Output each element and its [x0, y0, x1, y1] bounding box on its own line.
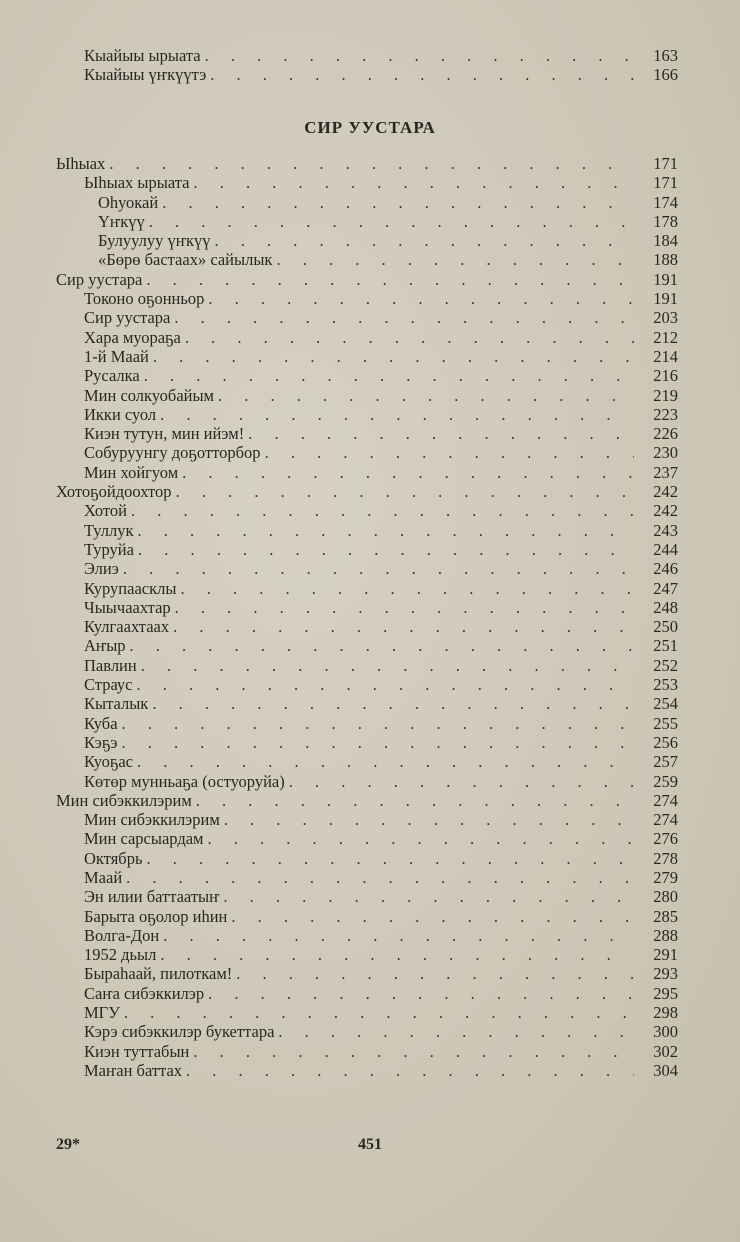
- dot-leader: [174, 308, 634, 327]
- dot-leader: [176, 482, 634, 501]
- toc-entry-page: 259: [653, 771, 678, 791]
- toc-entry: [0, 424, 740, 443]
- dot-leader: [173, 617, 634, 636]
- toc-entry-title: Октябрь: [84, 848, 143, 868]
- toc-entry-page: 212: [653, 327, 678, 347]
- toc-entry-page: 250: [653, 617, 678, 637]
- toc-entry-title: Мин хойгуом: [84, 462, 179, 482]
- dot-leader: [138, 521, 634, 540]
- toc-entry: [0, 250, 740, 269]
- toc-entry-title: Чыычаахтар: [84, 597, 171, 617]
- toc-entry: [0, 521, 740, 540]
- toc-entry-page: 257: [653, 752, 678, 772]
- toc-entry: [0, 636, 740, 655]
- dot-leader: [163, 926, 634, 945]
- toc-entry: [0, 405, 740, 424]
- toc-entry: [0, 791, 740, 810]
- toc-entry-title: Мин сибэккилэрим: [84, 810, 220, 830]
- toc-entry-page: 178: [653, 211, 678, 231]
- toc-entry-title: Кулгаахтаах: [84, 617, 170, 637]
- toc-entry-title: Ыһыах: [56, 154, 106, 173]
- toc-entry: [0, 443, 740, 462]
- toc-entry-title: Сир уустара: [56, 269, 143, 289]
- toc-entry-page: 171: [653, 154, 678, 173]
- toc-entry-title: 1-й Маай: [84, 346, 149, 366]
- dot-leader: [289, 772, 634, 791]
- dot-leader: [210, 65, 634, 84]
- dot-leader: [141, 656, 634, 675]
- dot-leader: [123, 559, 634, 578]
- toc-entry: [0, 270, 740, 289]
- toc-entry-title: Кэрэ сибэккилэр букеттара: [84, 1022, 275, 1042]
- toc-entry-title: Туруйа: [84, 539, 134, 559]
- toc-entry-page: 276: [653, 829, 678, 849]
- dot-leader: [138, 540, 634, 559]
- toc-entry-title: Страус: [84, 675, 133, 695]
- toc-entry: [0, 386, 740, 405]
- section-title: СИР УУСТАРА: [304, 118, 436, 137]
- toc-entry: [0, 752, 740, 771]
- toc-entry: [0, 173, 740, 192]
- dot-leader: [131, 501, 634, 520]
- printer-signature-mark: 29*: [56, 1136, 80, 1153]
- dot-leader: [205, 46, 634, 65]
- toc-entry: [0, 308, 740, 327]
- dot-leader: [122, 714, 634, 733]
- toc-entry-page: 253: [653, 675, 678, 695]
- toc-entry-page: 251: [653, 636, 678, 656]
- toc-entry-page: 191: [653, 289, 678, 309]
- dot-leader: [121, 733, 634, 752]
- toc-entry-page: 300: [653, 1022, 678, 1042]
- toc-entry-page: 191: [653, 269, 678, 289]
- toc-entry: [0, 772, 740, 791]
- toc-entry: [0, 849, 740, 868]
- toc-entry-title: Куоҕас: [84, 752, 134, 772]
- dot-leader: [186, 1061, 634, 1080]
- toc-entry: [0, 714, 740, 733]
- toc-entry-page: 293: [653, 964, 678, 984]
- toc-entry-page: 274: [653, 790, 678, 810]
- toc-entry-page: 254: [653, 694, 678, 714]
- toc-entry-page: 188: [653, 250, 678, 270]
- toc-entry-title: Туллук: [84, 520, 134, 540]
- toc-entry-title: Барыта оҕолор иһин: [84, 906, 228, 926]
- toc-entry-title: Русалка: [84, 366, 140, 386]
- toc-entry-title: Кыталык: [84, 694, 149, 714]
- toc-entry-page: 252: [653, 655, 678, 675]
- toc-entry-title: Сир уустара: [84, 308, 171, 328]
- dot-leader: [175, 598, 634, 617]
- dot-leader: [109, 154, 634, 173]
- toc-entry-page: 214: [653, 346, 678, 366]
- toc-entry-page: 237: [653, 462, 678, 482]
- toc-entry-page: 203: [653, 308, 678, 328]
- dot-leader: [236, 964, 634, 983]
- toc-entry-page: 291: [653, 945, 678, 965]
- toc-entry-title: Токоно оҕонньор: [84, 289, 205, 309]
- dot-leader: [215, 231, 634, 250]
- toc-entry-page: 285: [653, 906, 678, 926]
- toc-entry-page: 171: [653, 173, 678, 193]
- toc-entry-title: Киэн туттабын: [84, 1041, 190, 1061]
- toc-entry: [0, 559, 740, 578]
- toc-entry-title: «Бөрө бастаах» сайылык: [98, 250, 273, 270]
- toc-entry-page: 288: [653, 925, 678, 945]
- toc-entry: [0, 65, 740, 84]
- dot-leader: [223, 887, 634, 906]
- toc-entry-page: 280: [653, 887, 678, 907]
- toc-entry-title: Аҥыр: [84, 636, 126, 656]
- toc-continued-list: [0, 46, 740, 85]
- toc-entry-page: 274: [653, 810, 678, 830]
- toc-entry: [0, 347, 740, 366]
- toc-entry-page: 298: [653, 1003, 678, 1023]
- toc-entry: [0, 694, 740, 713]
- toc-entry-title: 1952 дьыл: [84, 945, 157, 965]
- toc-entry-title: Икки суол: [84, 404, 157, 424]
- toc-entry: [0, 46, 740, 65]
- dot-leader: [153, 347, 634, 366]
- dot-leader: [152, 694, 634, 713]
- toc-entry-title: Көтөр мунньаҕа (остуоруйа): [84, 771, 285, 791]
- toc-entry-title: Үҥкүү: [98, 211, 145, 231]
- toc-entry-title: Павлин: [84, 655, 137, 675]
- dot-leader: [180, 579, 634, 598]
- toc-entry-title: Мин солкуобайым: [84, 385, 214, 405]
- toc-entry: [0, 617, 740, 636]
- toc-entry: [0, 482, 740, 501]
- dot-leader: [149, 212, 634, 231]
- toc-entry-page: 243: [653, 520, 678, 540]
- toc-entry-page: 256: [653, 732, 678, 752]
- toc-entry-title: Саҥа сибэккилэр: [84, 983, 205, 1003]
- dot-leader: [218, 386, 634, 405]
- toc-entry: [0, 810, 740, 829]
- toc-entry-page: 248: [653, 597, 678, 617]
- dot-leader: [207, 829, 634, 848]
- toc-entry-page: 295: [653, 983, 678, 1003]
- dot-leader: [137, 675, 634, 694]
- dot-leader: [130, 636, 634, 655]
- toc-entry: [0, 926, 740, 945]
- toc-entry-page: 304: [653, 1060, 678, 1080]
- toc-entry-title: Ыһыах ырыата: [84, 173, 190, 193]
- toc-entry-title: Булуулуу үҥкүү: [98, 231, 211, 251]
- toc-entry-page: 223: [653, 404, 678, 424]
- dot-leader: [276, 250, 634, 269]
- toc-entry-page: 247: [653, 578, 678, 598]
- toc-entry: [0, 463, 740, 482]
- toc-entry: [0, 598, 740, 617]
- dot-leader: [224, 810, 634, 829]
- dot-leader: [146, 270, 634, 289]
- toc-entry-page: 278: [653, 848, 678, 868]
- dot-leader: [146, 849, 634, 868]
- toc-entry: [0, 675, 740, 694]
- toc-entry-title: Элиэ: [84, 559, 119, 579]
- toc-list: [0, 154, 740, 1080]
- toc-entry-title: Курупаасклы: [84, 578, 177, 598]
- dot-leader: [162, 193, 634, 212]
- toc-entry-title: Куба: [84, 713, 118, 733]
- dot-leader: [182, 463, 634, 482]
- toc-entry: [0, 733, 740, 752]
- dot-leader: [124, 1003, 634, 1022]
- toc-entry-title: Волга-Дон: [84, 925, 160, 945]
- toc-entry: [0, 887, 740, 906]
- toc-entry-page: 230: [653, 443, 678, 463]
- toc-entry-title: Мин сибэккилэрим: [56, 790, 192, 810]
- toc-entry: [0, 289, 740, 308]
- dot-leader: [278, 1022, 634, 1041]
- toc-entry-page: 244: [653, 539, 678, 559]
- toc-entry: [0, 1022, 740, 1041]
- toc-entry-title: МГУ: [84, 1003, 120, 1023]
- dot-leader: [193, 1042, 634, 1061]
- toc-entry-title: Хара муораҕа: [84, 327, 181, 347]
- toc-entry-page: 226: [653, 424, 678, 444]
- toc-entry-page: 184: [653, 231, 678, 251]
- dot-leader: [160, 945, 634, 964]
- toc-entry-title: Собуруунгу доҕотторбор: [84, 443, 261, 463]
- toc-entry-page: 279: [653, 867, 678, 887]
- dot-leader: [144, 366, 634, 385]
- toc-entry: [0, 829, 740, 848]
- toc-entry-title: Хотоҕойдоохтор: [56, 482, 172, 502]
- dot-leader: [185, 328, 634, 347]
- toc-entry-title: Быраһаай, пилоткам!: [84, 964, 233, 984]
- toc-entry-title: Кыайыы ырыата: [84, 46, 201, 65]
- toc-entry-page: 302: [653, 1041, 678, 1061]
- toc-entry-page: 163: [653, 46, 678, 65]
- toc-entry: [0, 212, 740, 231]
- toc-entry-page: 246: [653, 559, 678, 579]
- toc-entry-page: 219: [653, 385, 678, 405]
- toc-entry: [0, 540, 740, 559]
- page-number: 451: [358, 1136, 382, 1153]
- dot-leader: [137, 752, 634, 771]
- toc-entry: [0, 964, 740, 983]
- page-footer: [0, 1136, 740, 1160]
- toc-entry: [0, 193, 740, 212]
- toc-entry: [0, 328, 740, 347]
- toc-entry-page: 174: [653, 192, 678, 212]
- toc-entry-title: Оһуокай: [98, 192, 159, 212]
- dot-leader: [208, 289, 634, 308]
- toc-entry-title: Мин сарсыардам: [84, 829, 204, 849]
- toc-entry: [0, 1061, 740, 1080]
- toc-entry-title: Маҥан баттах: [84, 1060, 183, 1080]
- dot-leader: [208, 984, 634, 1003]
- dot-leader: [231, 907, 634, 926]
- toc-entry: [0, 868, 740, 887]
- toc-entry-page: 166: [653, 65, 678, 85]
- toc-entry: [0, 579, 740, 598]
- toc-entry-page: 216: [653, 366, 678, 386]
- toc-entry-title: Кыайыы үҥкүүтэ: [84, 65, 207, 85]
- toc-entry: [0, 231, 740, 250]
- toc-entry-title: Киэн тутун, мин ийэм!: [84, 424, 245, 444]
- toc-entry-title: Маай: [84, 867, 123, 887]
- toc-entry-page: 242: [653, 501, 678, 521]
- dot-leader: [265, 443, 634, 462]
- toc-entry: [0, 501, 740, 520]
- dot-leader: [126, 868, 634, 887]
- dot-leader: [193, 173, 634, 192]
- toc-entry: [0, 154, 740, 173]
- toc-entry-title: Эн илии баттаатыҥ: [84, 887, 220, 907]
- toc-entry: [0, 945, 740, 964]
- toc-entry-page: 242: [653, 482, 678, 502]
- toc-entry: [0, 1042, 740, 1061]
- toc-entry: [0, 907, 740, 926]
- dot-leader: [248, 424, 634, 443]
- toc-entry: [0, 984, 740, 1003]
- dot-leader: [196, 791, 634, 810]
- toc-entry-title: Кэҕэ: [84, 732, 118, 752]
- dot-leader: [160, 405, 634, 424]
- toc-entry: [0, 366, 740, 385]
- toc-entry: [0, 656, 740, 675]
- toc-entry: [0, 1003, 740, 1022]
- toc-entry-page: 255: [653, 713, 678, 733]
- toc-entry-title: Хотой: [84, 501, 127, 521]
